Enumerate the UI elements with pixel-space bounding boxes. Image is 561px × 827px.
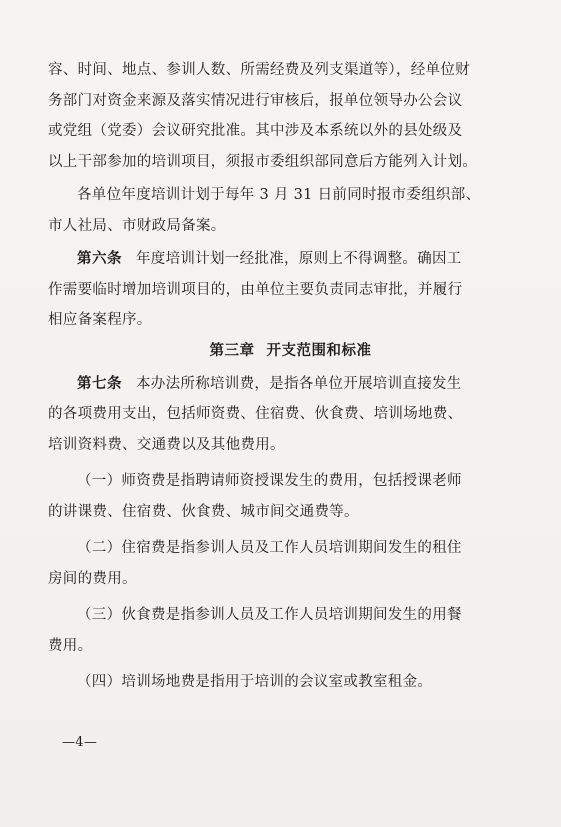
text-line: 市人社局、市财政局备案。 bbox=[48, 217, 226, 234]
text-line: 本办法所称培训费，是指各单位开展培训直接发生 bbox=[136, 375, 462, 392]
text-line: （一）师资费是指聘请师资授课发生的费用，包括授课老师 bbox=[77, 473, 462, 489]
paragraph-planning-approval bbox=[48, 55, 523, 177]
page-number: —4— bbox=[62, 735, 98, 750]
text-line: 务部门对资金来源及落实情况进行审核后，报单位领导办公会议 bbox=[48, 92, 463, 109]
text-line: 各单位年度培训计划于每年 3 月 31 日前同时报市委组织部、 bbox=[77, 187, 481, 203]
text-line: 作需要临时增加培训项目的，由单位主要负责同志审批，并履行 bbox=[48, 281, 463, 298]
chapter-number: 第三章 bbox=[209, 342, 255, 359]
item-4-venue-fee bbox=[48, 667, 523, 698]
item-1-instructor-fee bbox=[48, 466, 523, 527]
text-line: （二）住宿费是指参训人员及工作人员培训期间发生的租住 bbox=[77, 540, 462, 556]
text-line: 的各项费用支出，包括师资费、住宿费、伙食费、培训场地费、 bbox=[48, 406, 463, 422]
text-line: 以上干部参加的培训项目，须报市委组织部同意后方能列入计划。 bbox=[48, 153, 478, 170]
text-line: 培训资料费、交通费以及其他费用。 bbox=[48, 436, 285, 453]
chapter-heading bbox=[48, 336, 523, 366]
text-line: 的讲课费、住宿费、伙食费、城市间交通费等。 bbox=[48, 503, 359, 520]
chapter-title: 开支范围和标准 bbox=[266, 342, 372, 359]
item-3-meal-fee bbox=[48, 600, 523, 661]
text-line: 或党组（党委）会议研究批准。其中涉及本系统以外的县处级及 bbox=[48, 123, 463, 139]
text-line: （三）伙食费是指参训人员及工作人员培训期间发生的用餐 bbox=[77, 607, 462, 623]
item-2-lodging-fee bbox=[48, 533, 523, 594]
article-6-label: 第六条 bbox=[77, 251, 122, 267]
article-7 bbox=[48, 369, 523, 461]
page-body bbox=[48, 55, 523, 698]
text-line: 容、时间、地点、参训人数、所需经费及列支渠道等），经单位财 bbox=[48, 62, 470, 78]
text-line: （四）培训场地费是指用于培训的会议室或教室租金。 bbox=[77, 674, 433, 690]
text-line: 年度培训计划一经批准，原则上不得调整。确因工 bbox=[136, 251, 462, 267]
text-line: 相应备案程序。 bbox=[48, 312, 152, 328]
text-line: 房间的费用。 bbox=[48, 570, 137, 587]
article-7-label: 第七条 bbox=[77, 375, 122, 392]
article-6 bbox=[48, 244, 523, 336]
text-line: 费用。 bbox=[48, 637, 93, 654]
paragraph-annual-plan-filing bbox=[48, 180, 523, 241]
